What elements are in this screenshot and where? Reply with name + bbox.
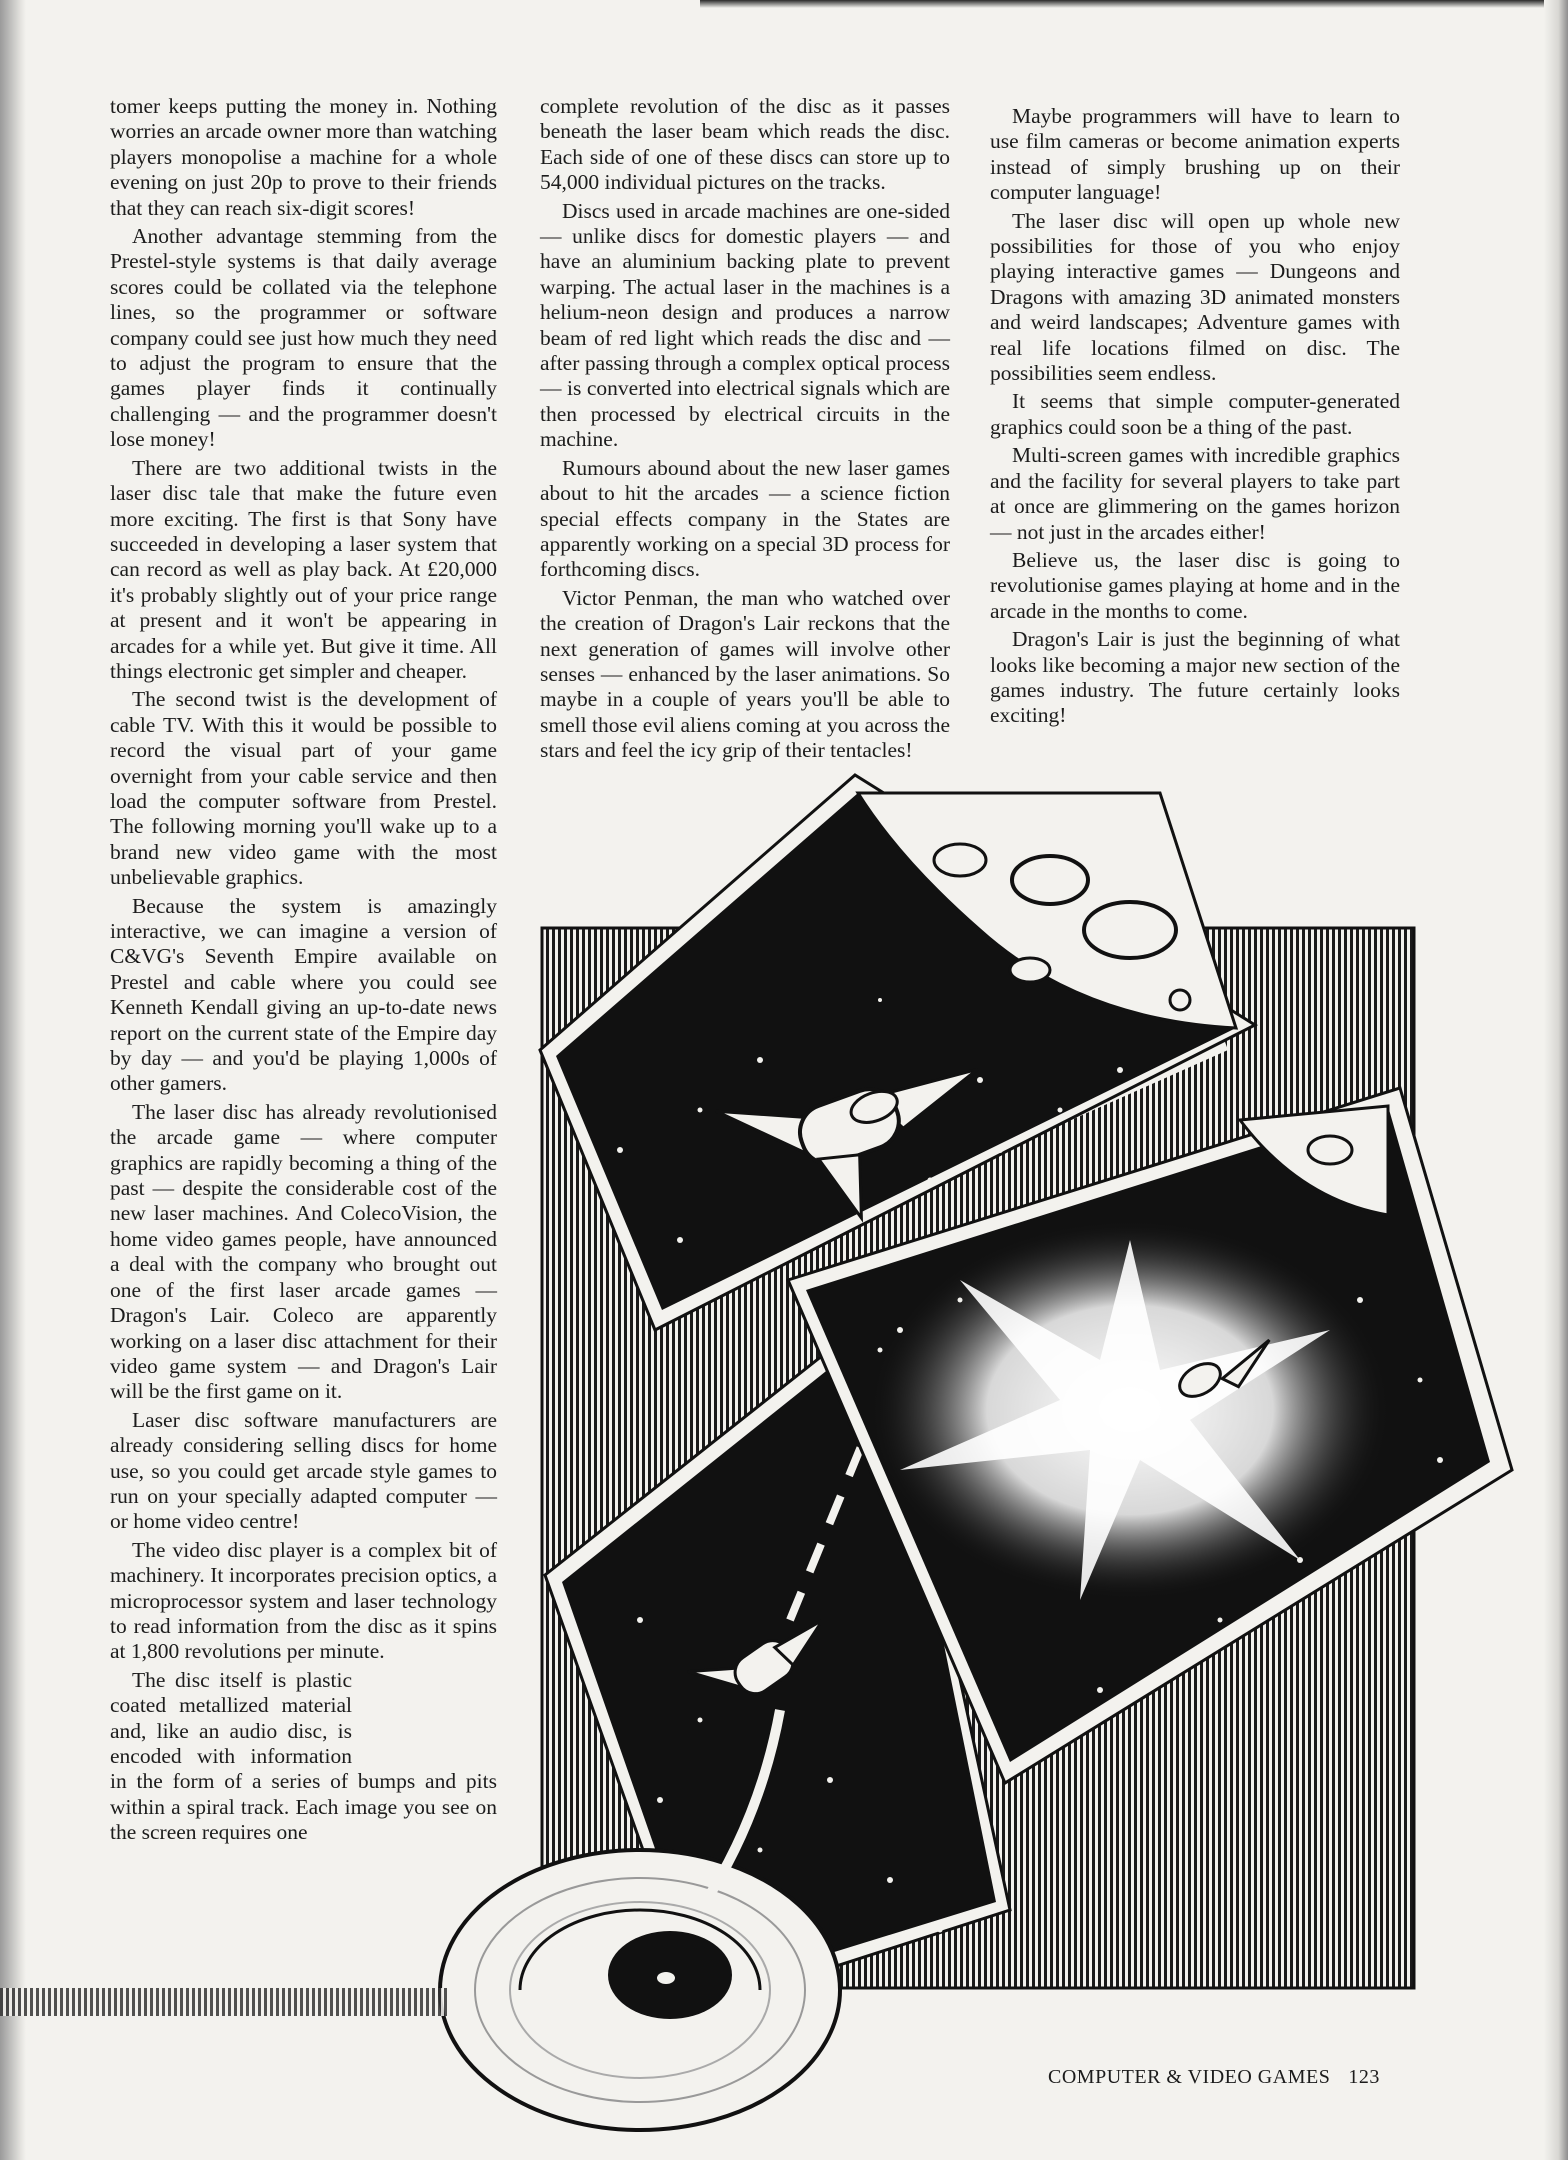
paragraph: Discs used in arcade machines are one-sided — unlike discs for domestic players — and have an aluminium backing plate to prevent warping. The actual laser in the machines is a helium-neon design and produces a narrow beam of red light which reads the disc and — after passing through a complex optical process — is converted into electrical signals which are then processed by electrical circuits in the machine. <box>540 198 950 452</box>
moon-crater <box>1170 990 1190 1010</box>
moon-crater <box>1010 958 1050 982</box>
paragraph: Maybe programmers will have to learn to use film cameras or become animation experts instead of simply brushing up on their computer language! <box>990 104 1400 205</box>
paragraph: Because the system is amazingly interactive, we can imagine a version of C&VG's Seventh Empire available on Prestel and cable where you could see Kenneth Kendall giving an up-to-date news report on the current state of the Empire day by day — and you'd be playing 1,000s of other gamers. <box>110 893 497 1096</box>
paragraph: It seems that simple computer-generated graphics could soon be a thing of the past. <box>990 389 1400 439</box>
paragraph: Victor Penman, the man who watched over the creation of Dragon's Lair reckons that the next generation of games will involve other senses — enhanced by the laser animations. So maybe in a couple of years you'll be able to smell those evil aliens coming at you across the stars and feel the icy grip of their tentacles! <box>540 585 950 763</box>
moon-crater <box>1012 856 1088 904</box>
paragraph: There are two additional twists in the laser disc tale that make the future even more exciting. The first is that Sony have succeeded in developing a laser system that can record as well as play back. At £20,000 it's probably slightly out of your price range at present and it won't be appearing in arcades for a while yet. But give it time. All things electronic get simpler and cheaper. <box>110 455 497 683</box>
paragraph: The disc itself is plastic coated metallized material and, like an audio disc, is encoded with information in the form of a series of bumps and pits within a spiral track. Each image you see on the screen requires one <box>110 1667 497 1845</box>
paragraph: Dragon's Lair is just the beginning of what looks like becoming a major new section of the games industry. The future certainly looks exciting! <box>990 627 1400 728</box>
moon-crater <box>934 844 986 876</box>
page-footer <box>1048 2066 1380 2089</box>
magazine-name: COMPUTER & VIDEO GAMES <box>1048 2066 1331 2088</box>
paragraph: The second twist is the development of cable TV. With this it would be possible to record the visual part of your game overnight from your cable service and then load the computer software from Prestel. The following morning you'll wake up to a brand new video game with the most unbelievable graphics. <box>110 687 497 890</box>
paragraph: Laser disc software manufacturers are already considering selling discs for home use, so you could get arcade style games to run on your specially adapted computer — or home video centre! <box>110 1407 497 1534</box>
paragraph: Rumours abound about the new laser games about to hit the arcades — a science fiction special effects company in the States are apparently working on a special 3D process for forthcoming discs. <box>540 455 950 582</box>
paragraph: The laser disc has already revolutionised the arcade game — where computer graphics are rapidly becoming a thing of the past — despite the considerable cost of the new laser machines. And ColecoVision, the home video games people, have announced a deal with the company who brought out one of the first laser arcade games — Dragon's Lair. Coleco are apparently working on a laser disc attachment for their video game system — and Dragon's Lair will be the first game on it. <box>110 1099 497 1404</box>
paragraph: The laser disc will open up whole new possibilities for those of you who enjoy playing interactive games — Dungeons and Dragons with amazing 3D animated monsters and weird landscapes; Adventure games with real life locations filmed on disc. The possibilities seem endless. <box>990 208 1400 386</box>
paragraph: Believe us, the laser disc is going to revolutionise games playing at home and in the arcade in the months to come. <box>990 547 1400 623</box>
paragraph: Another advantage stemming from the Prestel-style systems is that daily average scores could be collated via the telephone lines, so the programmer or software company could see just how much they need to adjust the program to ensure that the games player finds it continually challenging — and the programmer doesn't lose money! <box>110 224 497 452</box>
paragraph: tomer keeps putting the money in. Nothing worries an arcade owner more than watching players monopolise a machine for a whole evening on just 20p to prove to their friends that they can reach six-digit scores! <box>110 94 497 220</box>
moon-crater <box>1084 902 1176 958</box>
paragraph: Multi-screen games with incredible graphics and the facility for several players to take part at once are glimmering on the games horizon — not just in the arcades either! <box>990 443 1400 544</box>
page-bottom-scan-artifact <box>0 1988 448 2016</box>
paragraph: The video disc player is a complex bit of machinery. It incorporates precision optics, a microprocessor system and laser technology to read information from the disc as it spins at 1,800 revolutions per minute. <box>110 1537 497 1664</box>
moon-crater <box>1308 1136 1352 1164</box>
paragraph: complete revolution of the disc as it passes beneath the laser beam which reads the disc. Each side of one of these discs can store up to 54,000 individual pictures on the tracks. <box>540 94 950 195</box>
page-number: 123 <box>1348 2066 1380 2088</box>
